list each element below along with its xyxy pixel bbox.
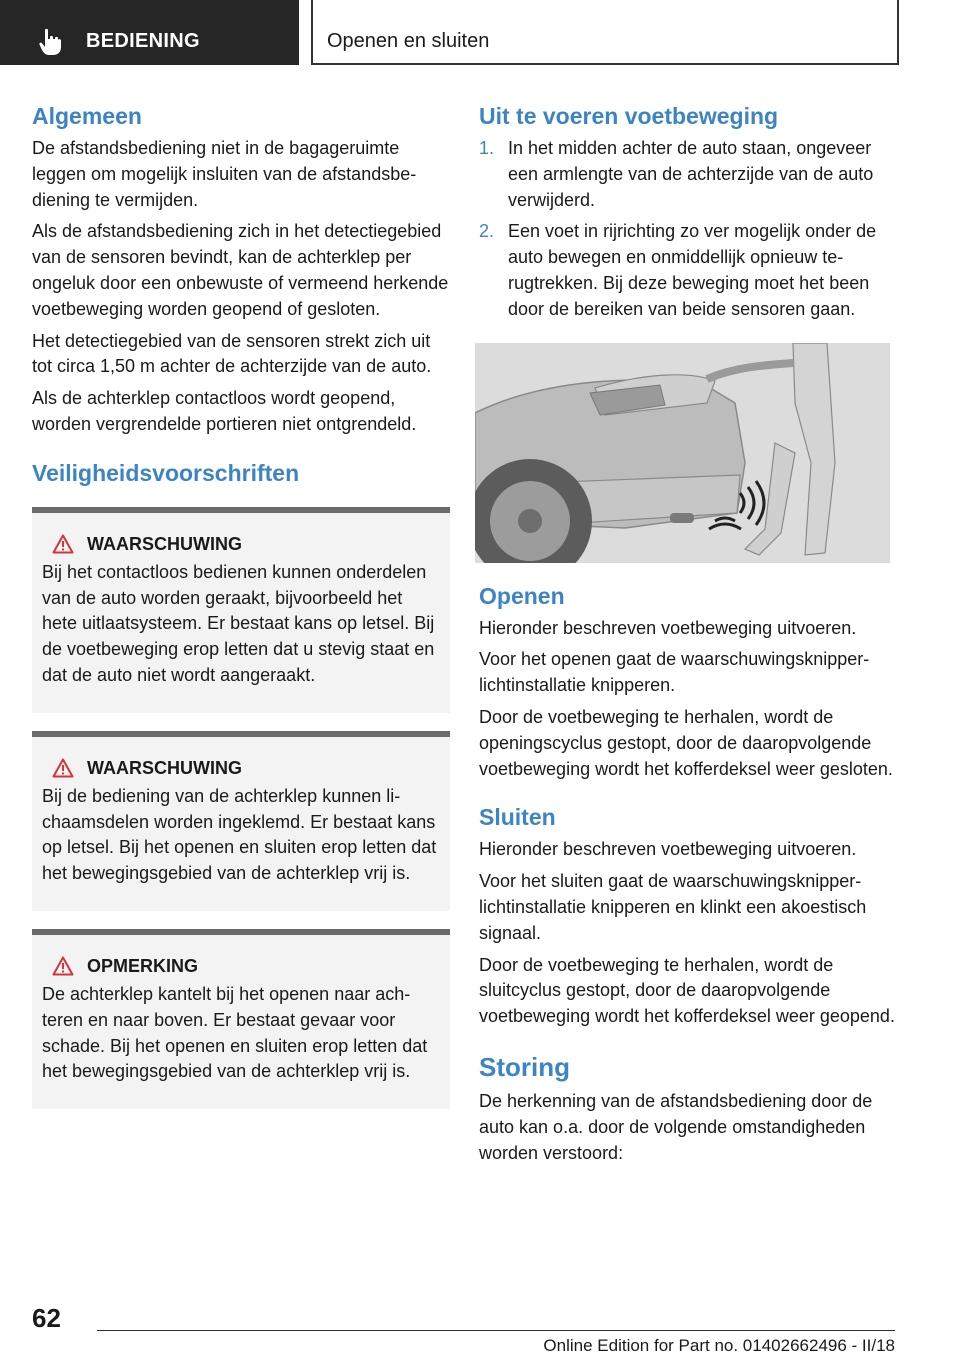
section-tab (0, 0, 299, 65)
warning-box (32, 507, 450, 713)
note-text: De achterklep kantelt bij het openen naar achteren en naar boven. Er bestaat gevaar voor schade. Bij het openen en sluiten erop letten dat het bewegingsgebied van de achterklep vrij is. (42, 983, 428, 1082)
note-box (32, 929, 450, 1109)
steps-list (479, 136, 897, 323)
step-number: 1. (479, 138, 495, 158)
paragraph: Door de voetbeweging te herhalen, wordt de sluitcyclus gestopt, door de daaropvolgende voetbeweging wordt het kofferdeksel weer geopend. (479, 954, 895, 1027)
heading-algemeen: Algemeen (32, 103, 142, 129)
step-text: In het midden achter de auto staan, ongeveer een armlengte van de achterzijde van de auto verwijderd. (508, 138, 874, 210)
warning-text: Bij de bediening van de achterklep kunnen lichaamsdelen worden ingeklemd. Er bestaat kans op letsel. Bij het openen en sluiten erop letten dat het bewegingsgebied van de achterklep vrij is. (42, 785, 437, 884)
step-item (479, 219, 897, 322)
warning-text: Bij het contactloos bedienen kunnen onderdelen van de auto worden geraakt, bijvoorbeeld het hete uitlaatsysteem. Er bestaat kans op letsel. Bij de voetbeweging erop letten dat u stevig staat en dat de auto niet wordt aangeraakt. (42, 561, 435, 685)
warning-triangle-icon (52, 758, 74, 778)
step-number: 2. (479, 221, 495, 242)
chapter-title: Openen en sluiten (327, 30, 490, 52)
paragraph: Door de voetbeweging te herhalen, wordt de openingscyclus gestopt, door de daaropvolgende voetbeweging wordt het kofferdeksel weer gesloten. (479, 706, 893, 779)
heading-sluiten: Sluiten (479, 804, 556, 831)
note-title: OPMERKING (87, 955, 199, 976)
paragraph: Voor het sluiten gaat de waarschuwingsknipperlichtinstallatie knipperen en klinkt een akoestisch signaal. (479, 871, 867, 943)
paragraph: De afstandsbediening niet in de bagageruimte leggen om mogelijk insluiten van de afstandsbediening te vermijden. (32, 138, 417, 210)
section-label: BEDIENING (86, 30, 200, 52)
paragraph: Voor het openen gaat de waarschuwingsknipperlichtinstallatie knipperen. (479, 649, 870, 696)
warning-title: WAARSCHUWING (87, 757, 242, 778)
chapter-header (311, 0, 899, 65)
heading-veiligheid: Veiligheidsvoorschriften (32, 459, 300, 486)
heading-openen: Openen (479, 582, 565, 609)
edition-note: Online Edition for Part no. 01402662496 - II/18 (543, 1336, 895, 1355)
paragraph: Hieronder beschreven voetbeweging uitvoeren. (479, 839, 857, 860)
paragraph: Het detectiegebied van de sensoren strekt zich uit tot circa 1,50 m achter de achterzijde van de auto. (32, 330, 432, 377)
paragraph: Als de achterklep contactloos wordt geopend, worden vergrendelde portieren niet ontgrendeld. (32, 388, 417, 434)
foot-motion-illustration (475, 343, 890, 563)
right-column (479, 103, 897, 1166)
warning-title: WAARSCHUWING (87, 533, 242, 554)
footer-divider (97, 1330, 895, 1331)
heading-storing: Storing (479, 1051, 570, 1082)
warning-triangle-icon (52, 534, 74, 554)
step-item (479, 136, 897, 213)
warning-triangle-icon (52, 956, 74, 976)
heading-voetbeweging: Uit te voeren voetbeweging (479, 103, 779, 129)
paragraph: Hieronder beschreven voetbeweging uitvoeren. (479, 617, 857, 638)
paragraph: De herkenning van de afstandsbediening door de auto kan o.a. door de volgende omstandigheden worden verstoord: (479, 1090, 873, 1163)
left-column (32, 103, 450, 1109)
paragraph: Als de afstandsbediening zich in het detectiegebied van de sensoren bevindt, kan de achterklep per ongeluk door een onbewuste of vermeend herkende voetbeweging worden geopend of gesloten. (32, 221, 449, 319)
page-number: 62 (32, 1303, 61, 1333)
warning-box (32, 731, 450, 911)
hand-pointer-icon (36, 27, 66, 57)
step-text: Een voet in rijrichting zo ver mogelijk onder de auto bewegen en onmiddellijk opnieuw terugtrekken. Bij deze beweging moet het been door de bereiken van beide sensoren gaan. (508, 221, 877, 319)
